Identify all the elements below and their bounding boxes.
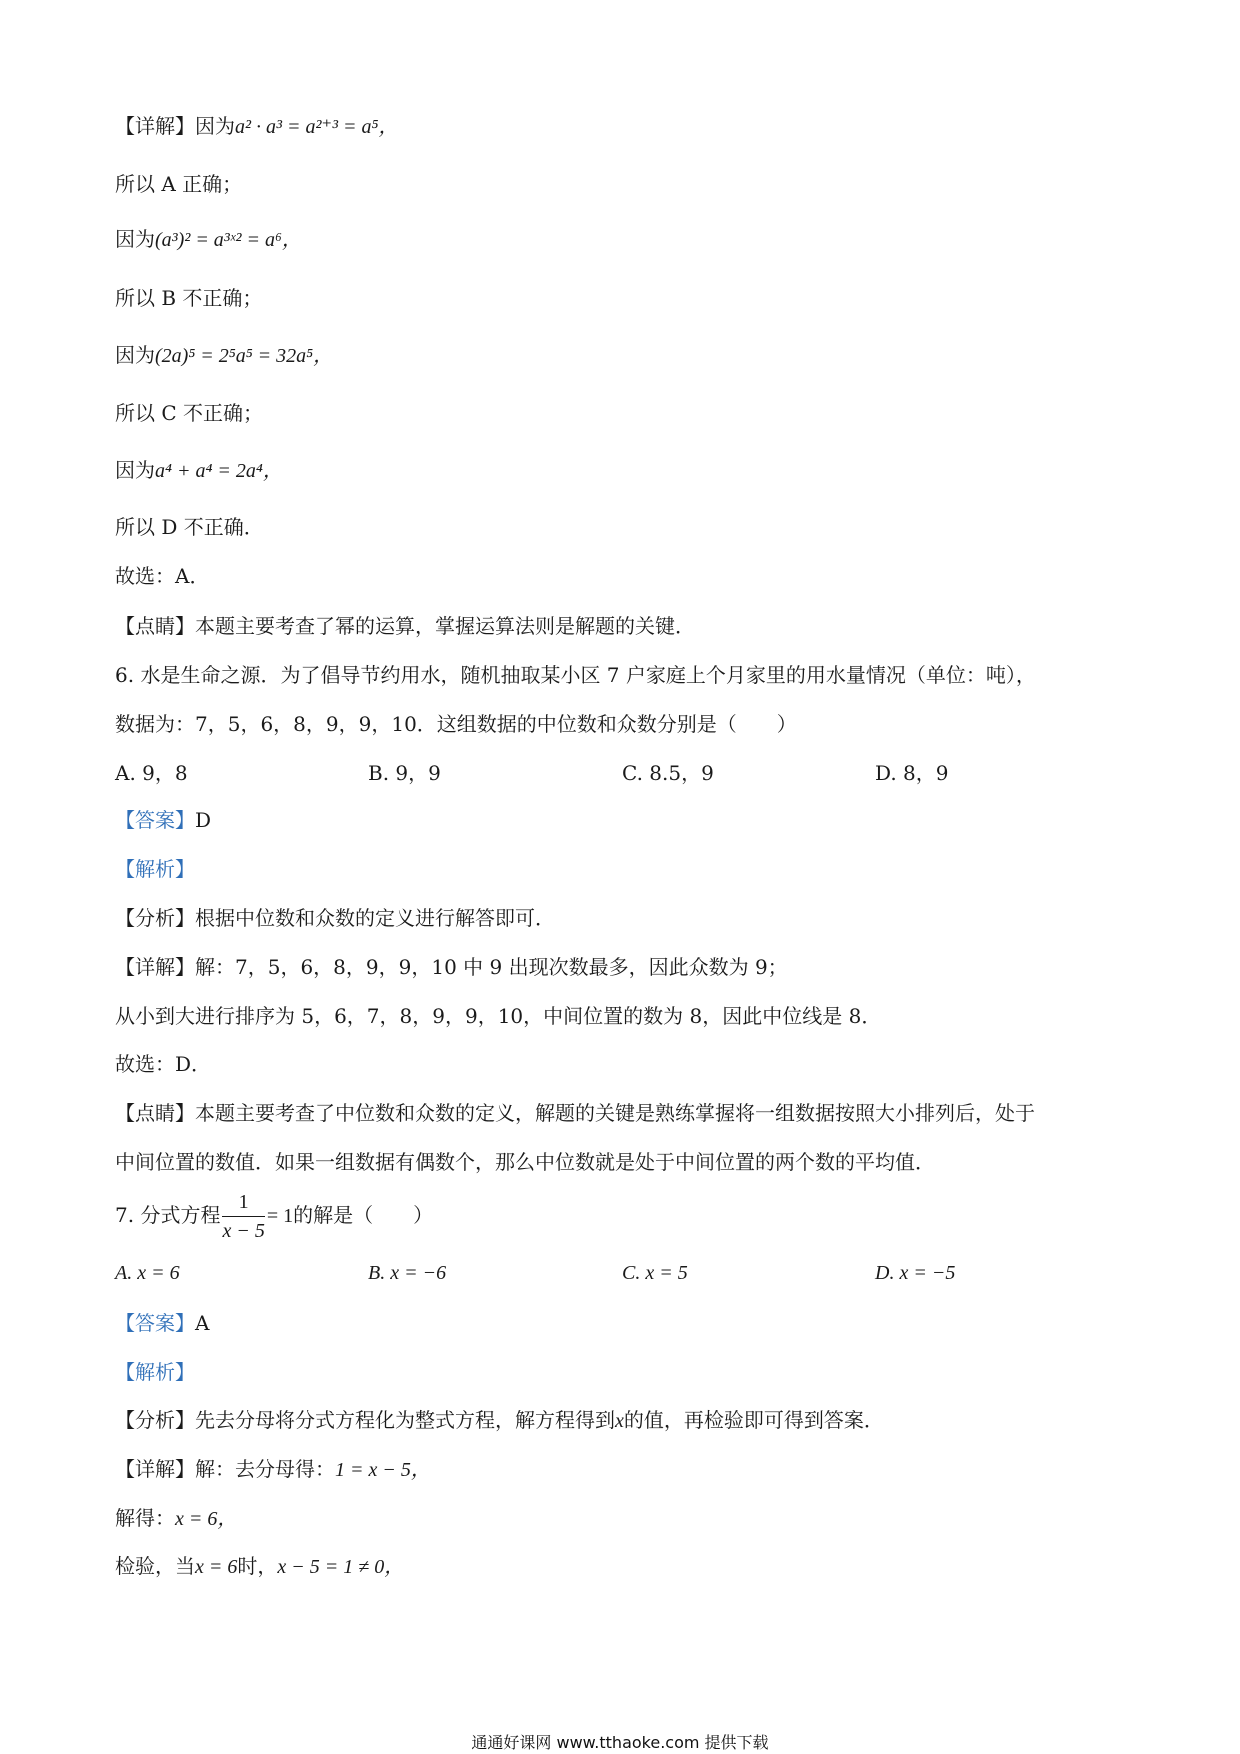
- solution-line-1: 【详解】因为a² · a³ = a²⁺³ = a⁵，: [115, 114, 399, 138]
- footer-source: 通通好课网 www.tthaoke.com 提供下载: [471, 1733, 769, 1752]
- solution-line-10: 【点睛】本题主要考查了幂的运算，掌握运算法则是解题的关键．: [115, 614, 695, 638]
- q7-option-a: A. x = 6: [115, 1262, 180, 1284]
- q7-jiede: 解得：x = 6，: [115, 1506, 238, 1530]
- q6-xiangjie-1: 【详解】解：7，5，6，8，9，9，10 中 9 出现次数最多，因此众数为 9；: [115, 955, 788, 979]
- q6-stem-line-2: 数据为：7，5，6，8，9，9，10．这组数据的中位数和众数分别是（ ）: [115, 712, 797, 736]
- solution-line-2: 所以 A 正确；: [115, 172, 243, 196]
- q7-option-c: C. x = 5: [622, 1262, 688, 1284]
- math-expr: (2a)⁵ = 2⁵a⁵ = 32a⁵，: [155, 345, 334, 367]
- q7-stem: 7. 分式方程 $\frac{1}{x - 5}$ = 1的解是（ ）: [115, 1188, 433, 1245]
- q6-guxuan: 故选：D．: [115, 1052, 212, 1076]
- q6-option-c: C. 8.5，9: [622, 761, 714, 785]
- q6-stem-line-1: 6. 水是生命之源．为了倡导节约用水，随机抽取某小区 7 户家庭上个月家里的用水量情况（单位：吨），: [115, 663, 1036, 687]
- solution-line-4: 所以 B 不正确；: [115, 286, 263, 310]
- q7-fenxi: 【分析】先去分母将分式方程化为整式方程，解方程得到x的值，再检验即可得到答案．: [115, 1408, 884, 1432]
- answer-label: 【答案】: [115, 1311, 195, 1335]
- q6-answer: [115, 806, 211, 834]
- math-expr: a⁴ + a⁴ = 2a⁴，: [155, 460, 283, 482]
- q6-dianjing-2: 中间位置的数值．如果一组数据有偶数个，那么中位数就是处于中间位置的两个数的平均值．: [115, 1150, 935, 1174]
- q7-jianyan: 检验，当x = 6时，x − 5 = 1 ≠ 0，: [115, 1554, 405, 1578]
- solution-line-7: 因为a⁴ + a⁴ = 2a⁴，: [115, 458, 283, 482]
- q7-option-b: B. x = −6: [368, 1262, 447, 1284]
- solution-line-9: 故选：A．: [115, 564, 210, 588]
- q7-analysis-label: 【解析】: [115, 1360, 195, 1384]
- q6-fenxi: 【分析】根据中位数和众数的定义进行解答即可．: [115, 906, 555, 930]
- solution-line-8: 所以 D 不正确．: [115, 515, 264, 539]
- q7-answer: [115, 1309, 209, 1337]
- answer-value: D: [195, 808, 212, 832]
- q6-xiangjie-2: 从小到大进行排序为 5，6，7，8，9，9，10，中间位置的数为 8，因此中位线是 8．: [115, 1004, 882, 1028]
- solution-line-3: 因为(a³)² = a³ˣ² = a⁶，: [115, 227, 302, 251]
- q6-dianjing-1: 【点睛】本题主要考查了中位数和众数的定义，解题的关键是熟练掌握将一组数据按照大小排列后，处于: [115, 1101, 1035, 1125]
- solution-line-5: 因为(2a)⁵ = 2⁵a⁵ = 32a⁵，: [115, 343, 334, 367]
- q6-option-b: B. 9，9: [368, 761, 441, 785]
- math-expr: (a³)² = a³ˣ² = a⁶，: [155, 229, 302, 251]
- math-expr: a² · a³ = a²⁺³ = a⁵，: [235, 116, 399, 138]
- q6-option-d: D. 8，9: [875, 761, 949, 785]
- fraction: $\frac{1}{x - 5}$: [222, 1188, 264, 1245]
- q7-xiangjie: 【详解】解：去分母得：1 = x − 5，: [115, 1457, 431, 1481]
- solution-line-6: 所以 C 不正确；: [115, 401, 264, 425]
- q6-option-a: A. 9，8: [115, 761, 188, 785]
- q7-option-d: D. x = −5: [875, 1262, 956, 1284]
- answer-value: A: [195, 1311, 210, 1335]
- q6-analysis-label: 【解析】: [115, 857, 195, 881]
- answer-label: 【答案】: [115, 808, 195, 832]
